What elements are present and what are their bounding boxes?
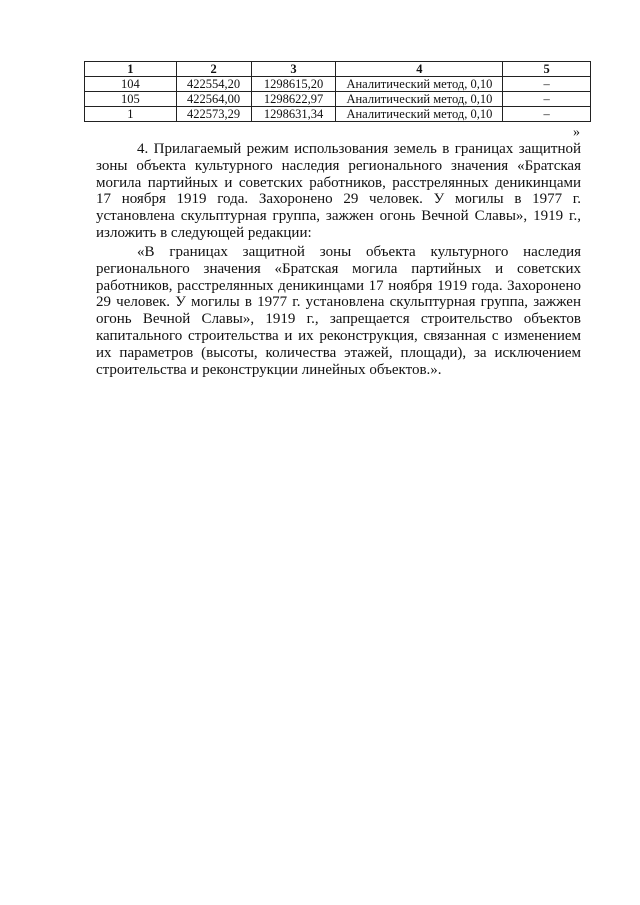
header-cell: 5 (503, 62, 591, 77)
coord-x: 422573,29 (176, 107, 251, 122)
paragraph-item-4: 4. Прилагаемый режим использования земель в границах защитной зоны объекта культурного наследия регионального значения «Братская могила партийных и советских работников, расстрелянных деникинцами 17 ноября 1919 года. Захоронено 29 человек. У могилы в 1977 г. установлена скульптурная группа, зажжен огонь Вечной Славы», 1919 г., изложить в следующей редакции: (96, 141, 581, 241)
table-header-row (85, 62, 591, 77)
description: – (503, 92, 591, 107)
table-row (85, 92, 591, 107)
header-cell: 4 (336, 62, 503, 77)
header-cell: 3 (251, 62, 336, 77)
point-number: 104 (85, 77, 177, 92)
point-number: 105 (85, 92, 177, 107)
coord-x: 422554,20 (176, 77, 251, 92)
method: Аналитический метод, 0,10 (336, 92, 503, 107)
description: – (503, 107, 591, 122)
header-cell: 1 (85, 62, 177, 77)
coordinates-table (84, 61, 591, 122)
header-cell: 2 (176, 62, 251, 77)
description: – (503, 77, 591, 92)
coord-y: 1298615,20 (251, 77, 336, 92)
paragraph-new-wording: «В границах защитной зоны объекта культурного наследия регионального значения «Братская могила партийных и советских работников, расстрелянных деникинцами 17 ноября 1919 года. Захоронено 29 человек. У могилы в 1977 г. установлена скульптурная группа, зажжен огонь Вечной Славы», 1919 г., запрещается строительство объектов капитального строительства и их реконструкция, связанная с изменением их параметров (высоты, количества этажей, площади), за исключением строительства и реконструкции линейных объектов.». (96, 244, 581, 378)
closing-quote: » (573, 125, 580, 140)
point-number: 1 (85, 107, 177, 122)
coord-y: 1298622,97 (251, 92, 336, 107)
coord-y: 1298631,34 (251, 107, 336, 122)
table-row (85, 107, 591, 122)
method: Аналитический метод, 0,10 (336, 107, 503, 122)
coord-x: 422564,00 (176, 92, 251, 107)
table-row (85, 77, 591, 92)
method: Аналитический метод, 0,10 (336, 77, 503, 92)
